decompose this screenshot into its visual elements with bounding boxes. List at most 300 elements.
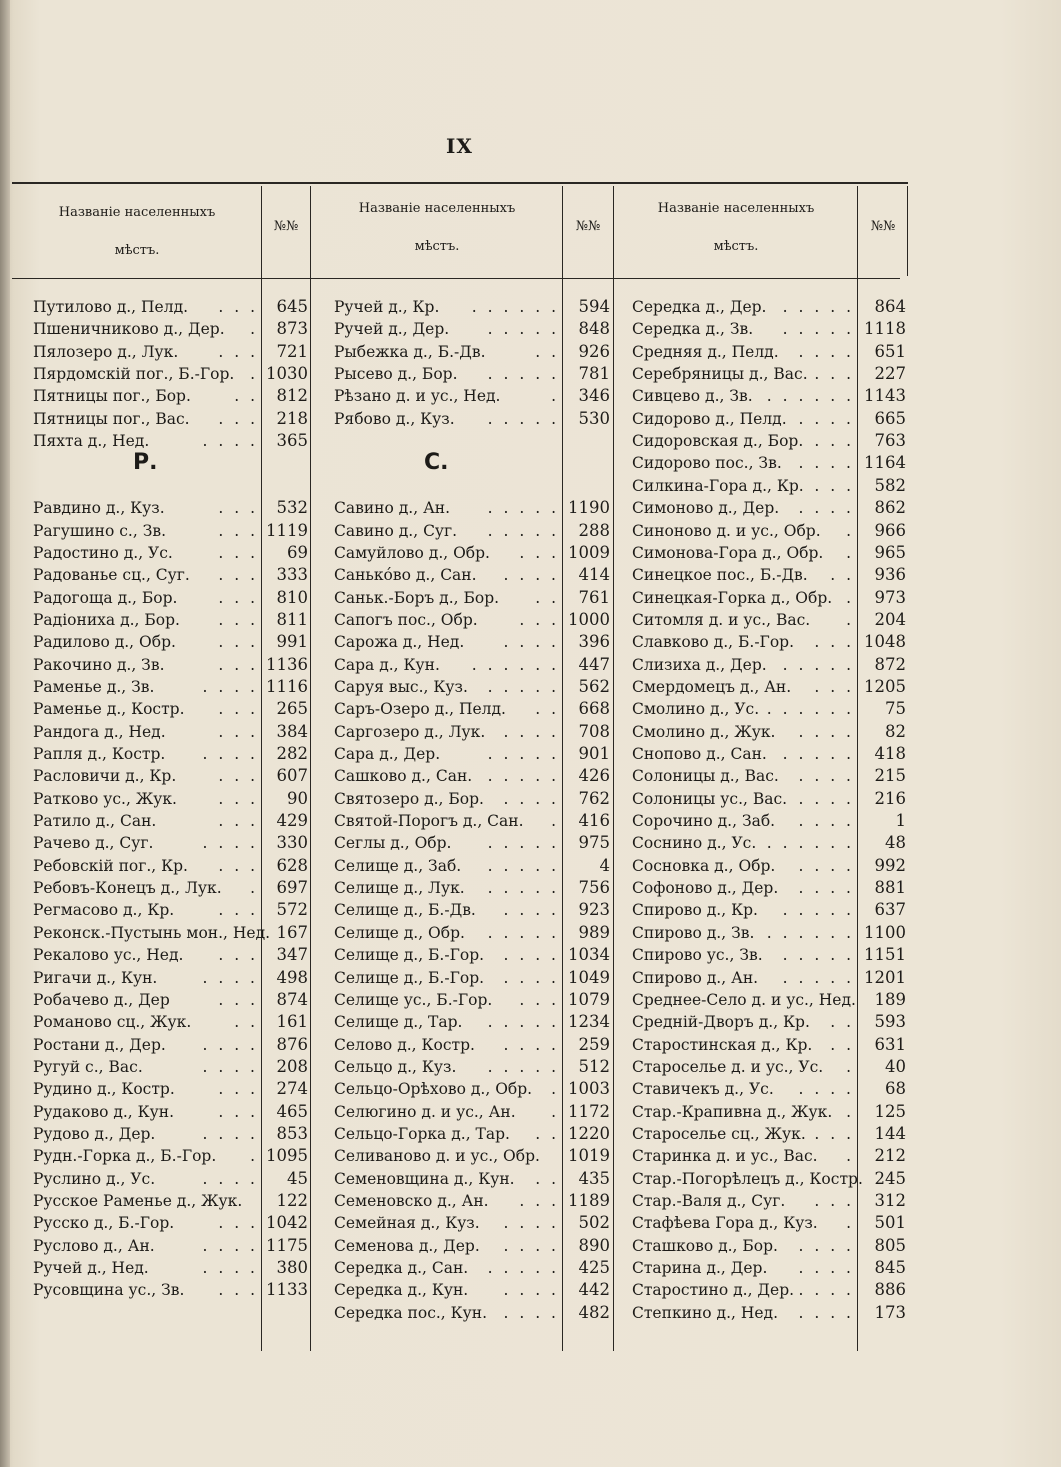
place-name: Сивцево д., Зв.	[632, 387, 753, 405]
place-number: 282	[276, 744, 308, 763]
place-number: 594	[578, 297, 610, 316]
table-row	[632, 1302, 906, 1324]
place-name: Путилово д., Пелд.	[33, 298, 189, 316]
place-name: Симонова-Гора д., Обр.	[632, 544, 824, 562]
place-number: 991	[276, 632, 308, 651]
place-name: Сидоровская д., Бор.	[632, 432, 804, 450]
table-row	[632, 676, 906, 698]
place-name: Середка д., Сан.	[334, 1259, 469, 1277]
place-name: Сидорово пос., Зв.	[632, 454, 782, 472]
leader-dots: . . . . .	[782, 901, 854, 919]
table-row	[632, 1279, 906, 1301]
table-row	[334, 408, 610, 430]
place-name: Старинка д. и ус., Вас.	[632, 1147, 818, 1165]
table-row	[334, 855, 610, 877]
table-row	[33, 363, 308, 385]
leader-dots: . . . .	[798, 1080, 854, 1098]
place-name: Соснино д., Ус.	[632, 834, 757, 852]
place-number: 259	[578, 1035, 610, 1054]
header-name-line1: Названіе населенныхъ	[58, 205, 216, 220]
table-row	[334, 385, 610, 407]
leader-dots: .	[846, 1058, 854, 1076]
column-header-number-1: №№	[273, 219, 299, 234]
place-name: Селюгино д. и ус., Ан.	[334, 1103, 516, 1121]
leader-dots: . . .	[519, 611, 559, 629]
place-number: 265	[276, 699, 308, 718]
table-row	[334, 810, 610, 832]
place-number: 465	[276, 1102, 308, 1121]
place-name: Середка д., Зв.	[632, 320, 754, 338]
place-name: Смолино д., Ус.	[632, 700, 760, 718]
leader-dots: . . .	[218, 700, 258, 718]
column-header-name-2	[317, 200, 557, 255]
leader-dots: . . . . .	[487, 365, 559, 383]
place-number: 1	[895, 811, 906, 830]
place-number: 312	[874, 1191, 906, 1210]
leader-dots: . . . . .	[782, 656, 854, 674]
table-row	[334, 1101, 610, 1123]
leader-dots: . . . . .	[487, 522, 559, 540]
place-name: Робачево д., Дер	[33, 991, 170, 1009]
leader-dots: .	[846, 1147, 854, 1165]
table-row	[33, 296, 308, 318]
place-name: Смердомецъ д., Ан.	[632, 678, 792, 696]
leader-dots: . . . .	[798, 879, 854, 897]
place-number: 414	[578, 565, 610, 584]
leader-dots: . .	[234, 1013, 258, 1031]
table-row	[334, 1145, 610, 1167]
leader-dots: .	[846, 611, 854, 629]
table-row	[632, 631, 906, 653]
leader-dots: . . . .	[798, 1281, 854, 1299]
leader-dots: .	[250, 879, 258, 897]
place-name: Радогоща д., Бор.	[33, 589, 178, 607]
place-number: 1172	[568, 1102, 610, 1121]
place-name: Реконск.-Пустынь мон., Нед.	[33, 924, 271, 942]
place-number: 1003	[568, 1079, 610, 1098]
leader-dots: .	[551, 1080, 559, 1098]
leader-dots: . . . . .	[487, 924, 559, 942]
table-row	[632, 944, 906, 966]
table-row	[33, 430, 308, 452]
table-row	[334, 1212, 610, 1234]
table-row	[632, 654, 906, 676]
table-row	[334, 587, 610, 609]
leader-dots: . . . . . .	[766, 924, 854, 942]
table-row	[33, 1011, 308, 1033]
leader-dots: . . . .	[202, 1237, 258, 1255]
leader-dots: . . . .	[798, 1259, 854, 1277]
leader-dots: . . .	[218, 767, 258, 785]
table-row	[334, 922, 610, 944]
table-row	[632, 810, 906, 832]
leader-dots: . . . .	[202, 432, 258, 450]
table-header-rule	[12, 278, 900, 279]
place-name: Пярдомскій пог., Б.-Гор.	[33, 365, 235, 383]
place-name: Радованье сц., Суг.	[33, 566, 190, 584]
leader-dots: . . . .	[798, 812, 854, 830]
table-row	[33, 989, 308, 1011]
place-name: Ратково ус., Жук.	[33, 790, 177, 808]
leader-dots: . . .	[814, 633, 854, 651]
place-number: 665	[874, 409, 906, 428]
place-number: 926	[578, 342, 610, 361]
place-name: Пялозеро д., Лук.	[33, 343, 179, 361]
table-row	[334, 788, 610, 810]
place-number: 763	[874, 431, 906, 450]
place-number: 923	[578, 900, 610, 919]
table-row	[334, 1190, 610, 1212]
leader-dots: . . . . .	[782, 946, 854, 964]
leader-dots: . . . .	[202, 1170, 258, 1188]
place-number: 1079	[568, 990, 610, 1009]
table-row	[632, 967, 906, 989]
table-top-rule	[12, 182, 908, 184]
place-name: Святой-Порогъ д., Сан.	[334, 812, 524, 830]
place-number: 1095	[266, 1146, 308, 1165]
place-number: 572	[276, 900, 308, 919]
place-name: Рудн.-Горка д., Б.-Гор.	[33, 1147, 217, 1165]
leader-dots: . . .	[218, 589, 258, 607]
place-name: Рачево д., Суг.	[33, 834, 154, 852]
place-name: Рысево д., Бор.	[334, 365, 458, 383]
leader-dots: . . .	[814, 432, 854, 450]
table-row	[334, 832, 610, 854]
leader-dots: . . . .	[202, 1125, 258, 1143]
table-row	[632, 899, 906, 921]
place-number: 762	[578, 789, 610, 808]
place-name: Селище д., Лук.	[334, 879, 465, 897]
place-name: Старостино д., Дер.	[632, 1281, 795, 1299]
place-number: 447	[578, 655, 610, 674]
place-number: 1143	[864, 386, 906, 405]
table-row	[33, 475, 308, 497]
table-row	[632, 1034, 906, 1056]
leader-dots: . . . .	[202, 1259, 258, 1277]
table-row	[334, 721, 610, 743]
table-row	[632, 765, 906, 787]
place-name: Середка пос., Кун.	[334, 1304, 488, 1322]
place-number: 512	[578, 1057, 610, 1076]
leader-dots: . . . .	[202, 678, 258, 696]
column-divider	[613, 186, 614, 1351]
leader-dots: .	[551, 812, 559, 830]
leader-dots: . . .	[218, 723, 258, 741]
leader-dots: . . . . . .	[766, 834, 854, 852]
leader-dots: . . .	[218, 522, 258, 540]
table-row	[334, 430, 610, 452]
table-row	[632, 475, 906, 497]
leader-dots: . . .	[218, 946, 258, 964]
table-row	[334, 1279, 610, 1301]
header-name-line1: Названіе населенныхъ	[358, 201, 516, 216]
leader-dots: . . .	[519, 991, 559, 1009]
place-name: Селиваново д. и ус., Обр.	[334, 1147, 540, 1165]
leader-dots: . . .	[218, 1080, 258, 1098]
place-number: 245	[874, 1169, 906, 1188]
leader-dots: .	[846, 544, 854, 562]
place-number: 288	[578, 521, 610, 540]
table-row	[334, 1302, 610, 1324]
place-name: Спирово д., Ан.	[632, 969, 759, 987]
table-row	[33, 721, 308, 743]
place-name: Савино д., Ан.	[334, 499, 451, 517]
place-number: 668	[578, 699, 610, 718]
place-name: Синоново д. и ус., Обр.	[632, 522, 821, 540]
place-number: 122	[276, 1191, 308, 1210]
leader-dots: . . . .	[503, 790, 559, 808]
table-row	[334, 654, 610, 676]
place-name: Синецкое пос., Б.-Дв.	[632, 566, 808, 584]
place-name: Рѣзано д. и ус., Нед.	[334, 387, 501, 405]
place-name: Стар.-Крапивна д., Жук.	[632, 1103, 833, 1121]
place-number: 1136	[266, 655, 308, 674]
place-number: 1201	[864, 968, 906, 987]
table-row	[33, 385, 308, 407]
place-number: 218	[276, 409, 308, 428]
place-number: 805	[874, 1236, 906, 1255]
place-name: Романово сц., Жук.	[33, 1013, 192, 1031]
table-row	[334, 564, 610, 586]
leader-dots: . . .	[218, 544, 258, 562]
leader-dots: .	[551, 387, 559, 405]
table-row	[334, 765, 610, 787]
place-name: Пятницы пог., Бор.	[33, 387, 191, 405]
section-letter: С.	[424, 450, 449, 475]
table-row	[334, 1257, 610, 1279]
place-name: Сельцо-Горка д., Тар.	[334, 1125, 510, 1143]
place-number: 607	[276, 766, 308, 785]
table-row	[33, 654, 308, 676]
table-row	[632, 1078, 906, 1100]
place-name: Сарожа д., Нед.	[334, 633, 465, 651]
place-number: 901	[578, 744, 610, 763]
place-number: 1042	[266, 1213, 308, 1232]
leader-dots: . . .	[218, 790, 258, 808]
place-name: Сидорово д., Пелд.	[632, 410, 787, 428]
table-row	[33, 1235, 308, 1257]
table-row	[632, 832, 906, 854]
leader-dots: . . . . .	[487, 320, 559, 338]
place-number: 396	[578, 632, 610, 651]
place-number: 416	[578, 811, 610, 830]
place-number: 173	[874, 1303, 906, 1322]
table-row	[33, 1034, 308, 1056]
place-name: Семеновщина д., Кун.	[334, 1170, 515, 1188]
place-name: Стар.-Валя д., Суг.	[632, 1192, 786, 1210]
place-number: 1151	[864, 945, 906, 964]
table-row	[334, 967, 610, 989]
table-row	[33, 676, 308, 698]
table-row	[632, 743, 906, 765]
place-number: 40	[885, 1057, 906, 1076]
table-row	[632, 1190, 906, 1212]
place-name: Сара д., Кун.	[334, 656, 440, 674]
leader-dots: . . . . .	[487, 410, 559, 428]
place-number: 4	[599, 856, 610, 875]
table-row	[632, 698, 906, 720]
place-number: 593	[874, 1012, 906, 1031]
table-row	[33, 318, 308, 340]
place-name: Санько́во д., Сан.	[334, 566, 477, 584]
place-name: Рудино д., Костр.	[33, 1080, 175, 1098]
place-name: Спирово д., Зв.	[632, 924, 755, 942]
table-row	[632, 385, 906, 407]
leader-dots: . . . .	[202, 969, 258, 987]
column-divider	[310, 186, 311, 1351]
place-name: Стар.-Погорѣлецъ д., Костр.	[632, 1170, 863, 1188]
place-name: Селище д., Тар.	[334, 1013, 463, 1031]
place-name: Селище ус., Б.-Гор.	[334, 991, 493, 1009]
place-number: 721	[276, 342, 308, 361]
table-row	[33, 765, 308, 787]
leader-dots: . . . .	[798, 1237, 854, 1255]
leader-dots: . . . .	[798, 767, 854, 785]
table-row	[334, 1056, 610, 1078]
leader-dots: . .	[830, 1036, 854, 1054]
place-number: 966	[874, 521, 906, 540]
leader-dots: . . .	[814, 1192, 854, 1210]
place-number: 75	[885, 699, 906, 718]
place-number: 1118	[864, 319, 906, 338]
place-number: 426	[578, 766, 610, 785]
place-number: 890	[578, 1236, 610, 1255]
place-name: Раменье д., Костр.	[33, 700, 185, 718]
place-number: 1133	[266, 1280, 308, 1299]
place-number: 1220	[568, 1124, 610, 1143]
leader-dots: . . . .	[202, 1036, 258, 1054]
table-row	[334, 609, 610, 631]
leader-dots: . .	[535, 700, 559, 718]
place-number: 781	[578, 364, 610, 383]
leader-dots: . . . .	[503, 633, 559, 651]
table-row	[334, 1034, 610, 1056]
table-row	[334, 475, 610, 497]
place-number: 845	[874, 1258, 906, 1277]
place-number: 90	[287, 789, 308, 808]
place-number: 380	[276, 1258, 308, 1277]
place-number: 532	[276, 498, 308, 517]
table-row	[33, 1212, 308, 1234]
table-row	[334, 1123, 610, 1145]
place-number: 189	[874, 990, 906, 1009]
place-number: 333	[276, 565, 308, 584]
place-number: 881	[874, 878, 906, 897]
place-number: 562	[578, 677, 610, 696]
place-name: Рыбежка д., Б.-Дв.	[334, 343, 486, 361]
table-row	[334, 743, 610, 765]
place-name: Пяхта д., Нед.	[33, 432, 150, 450]
leader-dots: . . .	[218, 633, 258, 651]
place-name: Ростани д., Дер.	[33, 1036, 166, 1054]
table-row	[334, 877, 610, 899]
place-number: 637	[874, 900, 906, 919]
leader-dots: . . . .	[798, 499, 854, 517]
place-number: 848	[578, 319, 610, 338]
table-row	[33, 1078, 308, 1100]
table-row	[632, 1123, 906, 1145]
place-name: Саргозеро д., Лук.	[334, 723, 486, 741]
table-row	[33, 564, 308, 586]
table-row	[33, 877, 308, 899]
table-row	[334, 520, 610, 542]
place-number: 631	[874, 1035, 906, 1054]
table-row	[334, 676, 610, 698]
leader-dots: . . . . .	[487, 879, 559, 897]
place-number: 501	[874, 1213, 906, 1232]
place-number: 992	[874, 856, 906, 875]
place-number: 761	[578, 588, 610, 607]
table-row	[33, 810, 308, 832]
leader-dots: . . .	[218, 343, 258, 361]
table-row	[632, 989, 906, 1011]
table-row	[33, 1101, 308, 1123]
place-name: Стафѣева Гора д., Куз.	[632, 1214, 818, 1232]
place-name: Савино д., Суг.	[334, 522, 458, 540]
place-name: Ручей д., Нед.	[33, 1259, 149, 1277]
place-number: 873	[276, 319, 308, 338]
index-table	[12, 182, 908, 1357]
place-number: 212	[874, 1146, 906, 1165]
leader-dots: . . .	[814, 477, 854, 495]
place-name: Ребовскій пог., Кр.	[33, 857, 188, 875]
table-row	[632, 922, 906, 944]
table-row	[632, 408, 906, 430]
place-name: Руслово д., Ан.	[33, 1237, 155, 1255]
leader-dots: . . . . .	[782, 969, 854, 987]
place-name: Среднее-Село д. и ус., Нед.	[632, 991, 856, 1009]
place-number: 1116	[266, 677, 308, 696]
table-row	[33, 631, 308, 653]
leader-dots: . . . .	[798, 1304, 854, 1322]
table-row	[334, 1235, 610, 1257]
place-name: Семейная д., Куз.	[334, 1214, 480, 1232]
table-row	[33, 922, 308, 944]
leader-dots: . . .	[218, 566, 258, 584]
leader-dots: . . .	[218, 410, 258, 428]
place-number: 1019	[568, 1146, 610, 1165]
place-name: Софоново д., Дер.	[632, 879, 779, 897]
table-row	[334, 631, 610, 653]
place-number: 227	[874, 364, 906, 383]
place-name: Ручей д., Кр.	[334, 298, 440, 316]
place-number: 125	[874, 1102, 906, 1121]
leader-dots: . . . . .	[782, 320, 854, 338]
place-name: Саръ-Озеро д., Пелд.	[334, 700, 506, 718]
place-number: 502	[578, 1213, 610, 1232]
table-row	[632, 587, 906, 609]
place-name: Самуйлово д., Обр.	[334, 544, 490, 562]
table-row	[33, 1056, 308, 1078]
place-name: Русское Раменье д., Жук.	[33, 1192, 243, 1210]
place-number: 811	[276, 610, 308, 629]
place-name: Рудаково д., Кун.	[33, 1103, 175, 1121]
table-row	[632, 609, 906, 631]
place-name: Староселье сц., Жук.	[632, 1125, 806, 1143]
table-row	[33, 788, 308, 810]
table-row	[334, 989, 610, 1011]
leader-dots: .	[846, 1214, 854, 1232]
place-name: Смолино д., Жук.	[632, 723, 776, 741]
table-row	[33, 743, 308, 765]
place-name: Пятницы пог., Вас.	[33, 410, 190, 428]
header-name-line2: мѣстъ.	[114, 242, 160, 258]
leader-dots: . . . . .	[782, 745, 854, 763]
place-name: Селище д., Обр.	[334, 924, 465, 942]
leader-dots: . .	[535, 1125, 559, 1143]
place-name: Расловичи д., Кр.	[33, 767, 177, 785]
place-name: Семенова д., Дер.	[334, 1237, 480, 1255]
